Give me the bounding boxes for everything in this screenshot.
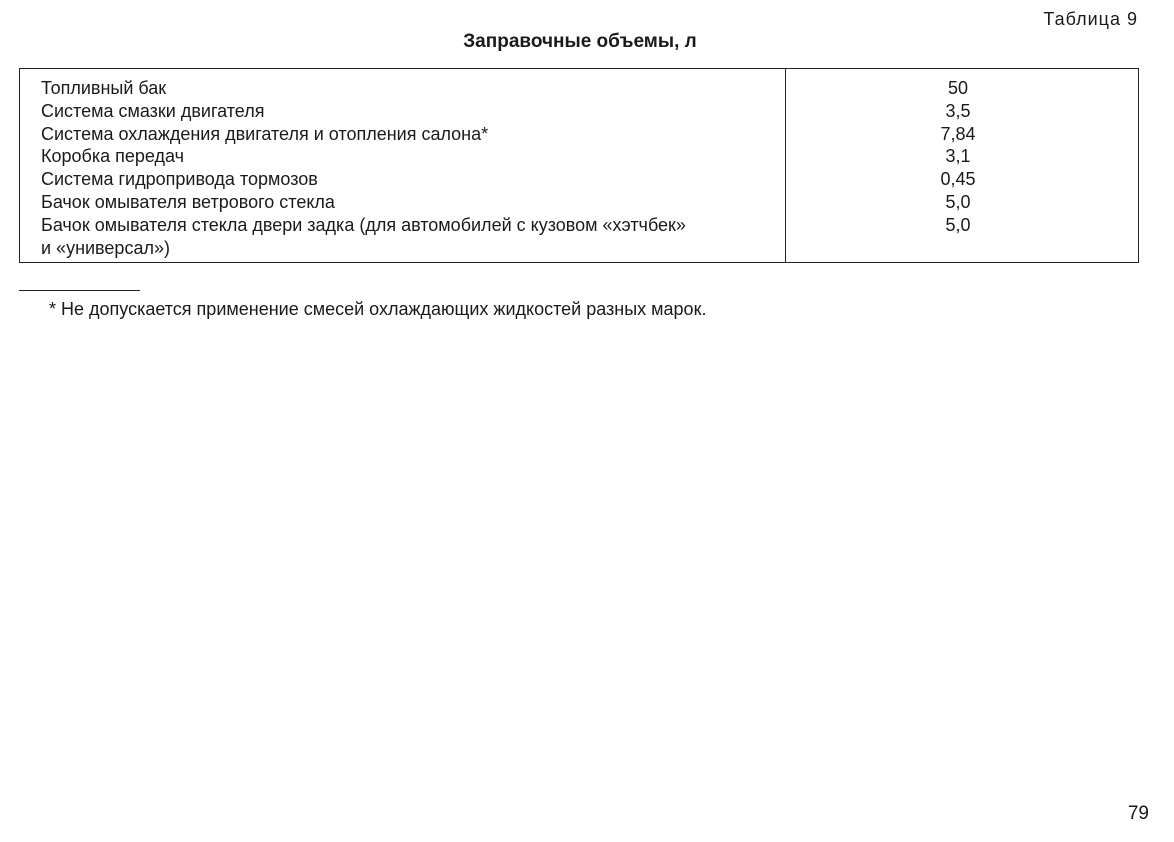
row-name: Бачок омывателя ветрового стекла (41, 191, 335, 212)
row-name: Бачок омывателя стекла двери задка (для автомобилей с кузовом «хэтчбек» (41, 214, 686, 235)
names-column (20, 69, 786, 262)
page-number: 79 (1127, 803, 1149, 824)
footnote: * Не допускается применение смесей охлаждающих жидкостей разных марок. (49, 299, 707, 319)
row-value: 5,0 (945, 191, 971, 212)
row-name: и «универсал») (41, 237, 170, 258)
row-value: 5,0 (945, 214, 971, 235)
row-value: 3,1 (945, 146, 971, 167)
row-value: 0,45 (940, 169, 976, 190)
row-name: Система охлаждения двигателя и отопления салона* (41, 123, 489, 144)
footnote-divider (19, 290, 140, 291)
capacity-table (19, 68, 1139, 263)
row-value: 3,5 (945, 100, 971, 121)
row-name: Топливный бак (41, 78, 167, 98)
table-title: Заправочные объемы, л (463, 31, 697, 52)
row-name: Система гидропривода тормозов (41, 169, 318, 190)
values-column (786, 69, 1138, 262)
table-number-label: Таблица 9 (1043, 9, 1138, 29)
row-value: 7,84 (940, 123, 976, 144)
row-value: 50 (947, 78, 969, 98)
row-name: Коробка передач (41, 146, 184, 167)
row-name: Система смазки двигателя (41, 100, 265, 121)
